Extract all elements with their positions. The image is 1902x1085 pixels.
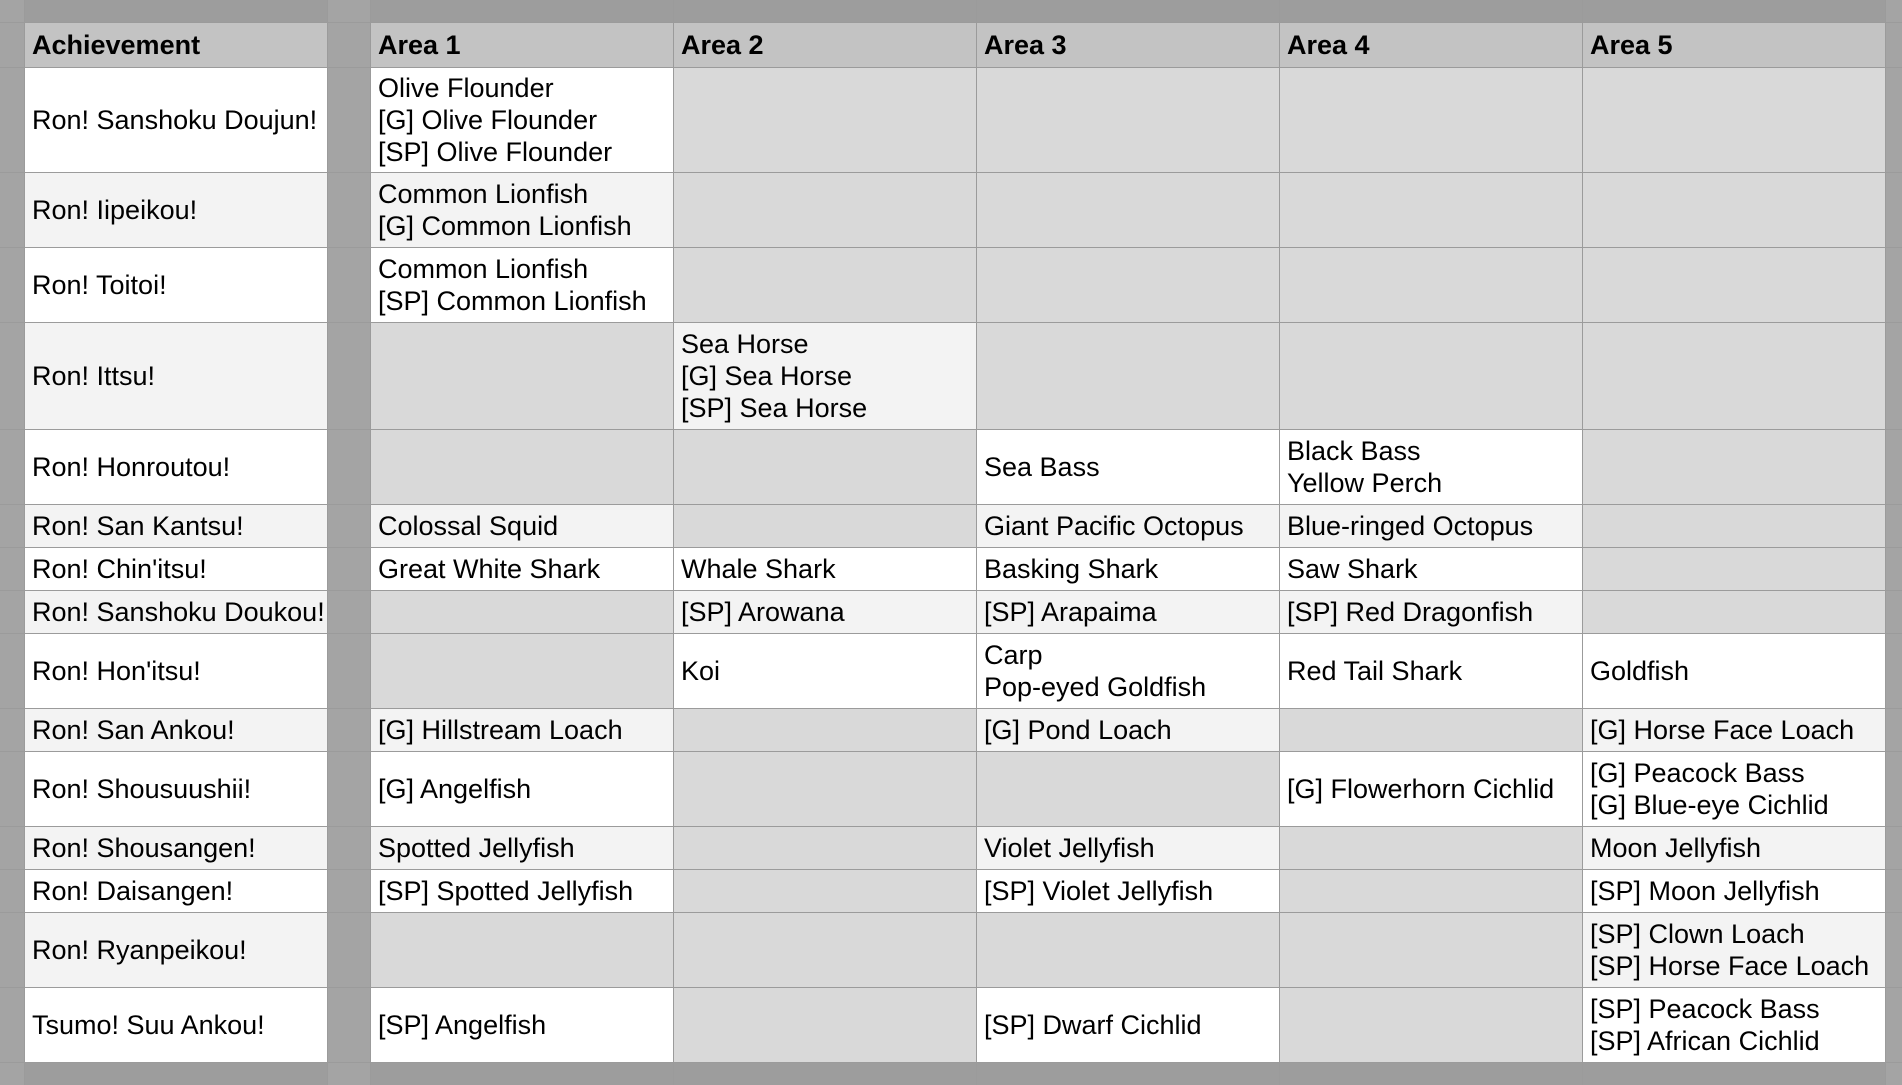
empty-cell[interactable] [674, 870, 976, 912]
fish-cell[interactable] [1583, 988, 1885, 1062]
empty-cell[interactable] [977, 68, 1279, 172]
fish-list [378, 253, 647, 317]
spacer-column [328, 173, 370, 247]
fish-list [1590, 655, 1689, 687]
fish-name: Moon Jellyfish [1590, 833, 1762, 863]
empty-cell[interactable] [674, 430, 976, 504]
fish-cell[interactable] [977, 988, 1279, 1062]
spacer-column [328, 752, 370, 826]
fish-list [1590, 875, 1820, 907]
fish-list [984, 553, 1158, 585]
header-area-4[interactable]: Area 4 [1280, 23, 1582, 67]
empty-cell[interactable] [977, 173, 1279, 247]
achievement-cell[interactable]: Ron! Chin'itsu! [25, 548, 327, 590]
row-edge [0, 68, 24, 172]
fish-list [378, 1009, 546, 1041]
fish-name: [SP] Arapaima [984, 597, 1157, 627]
padding-cell [1886, 1063, 1902, 1085]
header-achievement[interactable]: Achievement [25, 23, 327, 67]
fish-cell[interactable] [371, 173, 673, 247]
fish-list [681, 553, 836, 585]
empty-cell[interactable] [674, 173, 976, 247]
empty-cell[interactable] [1280, 988, 1582, 1062]
fish-cell[interactable] [674, 548, 976, 590]
padding-cell [0, 1063, 24, 1085]
fish-name: [SP] Red Dragonfish [1287, 597, 1534, 627]
fish-name: Goldfish [1590, 656, 1690, 686]
fish-list [984, 596, 1157, 628]
fish-list [378, 510, 558, 542]
spacer-column [328, 23, 370, 67]
empty-cell[interactable] [977, 323, 1279, 429]
empty-cell[interactable] [674, 827, 976, 869]
empty-cell[interactable] [977, 752, 1279, 826]
fish-list [1590, 757, 1829, 821]
row-edge [1886, 752, 1902, 826]
fish-cell[interactable] [674, 591, 976, 633]
fish-cell[interactable] [977, 709, 1279, 751]
fish-cell[interactable] [371, 827, 673, 869]
fish-cell[interactable] [977, 430, 1279, 504]
fish-cell[interactable] [977, 591, 1279, 633]
empty-cell[interactable] [1280, 323, 1582, 429]
fish-name: Koi [681, 656, 721, 686]
spacer-column [328, 591, 370, 633]
empty-cell[interactable] [1583, 323, 1885, 429]
padding-cell [328, 0, 370, 22]
fish-name: [G] Blue-eye Cichlid [1590, 790, 1829, 820]
row-edge [0, 870, 24, 912]
fish-cell[interactable] [371, 248, 673, 322]
fish-name: [G] Sea Horse [681, 361, 853, 391]
empty-cell[interactable] [1280, 709, 1582, 751]
fish-cell[interactable] [1280, 591, 1582, 633]
fish-name: [SP] Horse Face Loach [1590, 951, 1870, 981]
empty-cell[interactable] [977, 913, 1279, 987]
fish-name: [SP] Angelfish [378, 1010, 547, 1040]
fish-name: [G] Olive Flounder [378, 105, 598, 135]
fish-list [984, 714, 1172, 746]
header-area-3[interactable]: Area 3 [977, 23, 1279, 67]
spacer-column [328, 323, 370, 429]
fish-name: [G] Peacock Bass [1590, 758, 1805, 788]
fish-list [378, 875, 633, 907]
spacer-column [328, 248, 370, 322]
empty-cell[interactable] [674, 248, 976, 322]
row-edge [1886, 68, 1902, 172]
row-edge [0, 591, 24, 633]
fish-list [984, 1009, 1202, 1041]
row-edge [0, 248, 24, 322]
row-edge [0, 634, 24, 708]
fish-name: Black Bass [1287, 436, 1421, 466]
fish-name: [G] Common Lionfish [378, 211, 632, 241]
achievement-cell[interactable]: Ron! San Kantsu! [25, 505, 327, 547]
fish-name: Great White Shark [378, 554, 601, 584]
padding-cell [25, 1063, 327, 1085]
fish-name: [SP] Clown Loach [1590, 919, 1805, 949]
empty-cell[interactable] [977, 248, 1279, 322]
fish-list [378, 714, 623, 746]
achievement-cell[interactable]: Ron! Shousangen! [25, 827, 327, 869]
empty-cell[interactable] [1583, 173, 1885, 247]
fish-list [378, 553, 600, 585]
padding-cell [674, 1063, 976, 1085]
fish-name: [SP] Spotted Jellyfish [378, 876, 634, 906]
achievement-cell[interactable]: Ron! Toitoi! [25, 248, 327, 322]
padding-cell [371, 1063, 673, 1085]
empty-cell[interactable] [674, 988, 976, 1062]
padding-cell [371, 0, 673, 22]
empty-cell[interactable] [1280, 173, 1582, 247]
padding-cell [977, 1063, 1279, 1085]
empty-cell[interactable] [1583, 68, 1885, 172]
row-edge [1886, 913, 1902, 987]
fish-cell[interactable] [1583, 913, 1885, 987]
fish-cell[interactable] [371, 988, 673, 1062]
fish-list [1287, 596, 1533, 628]
fish-name: Saw Shark [1287, 554, 1418, 584]
row-edge [0, 548, 24, 590]
fish-list [1590, 993, 1820, 1057]
row-edge [1886, 709, 1902, 751]
row-edge [1886, 548, 1902, 590]
fish-name: [SP] Common Lionfish [378, 286, 647, 316]
empty-cell[interactable] [371, 634, 673, 708]
fish-list [681, 328, 867, 424]
fish-name: Colossal Squid [378, 511, 559, 541]
spacer-column [328, 913, 370, 987]
fish-cell[interactable] [977, 634, 1279, 708]
row-edge [0, 709, 24, 751]
padding-cell [25, 0, 327, 22]
fish-list [378, 773, 531, 805]
fish-list [984, 832, 1155, 864]
empty-cell[interactable] [1280, 68, 1582, 172]
fish-name: Sea Bass [984, 452, 1100, 482]
header-area-5[interactable]: Area 5 [1583, 23, 1885, 67]
row-edge [1886, 248, 1902, 322]
row-edge [0, 430, 24, 504]
padding-cell [1280, 1063, 1582, 1085]
achievement-cell[interactable]: Ron! Honroutou! [25, 430, 327, 504]
empty-cell[interactable] [1583, 248, 1885, 322]
row-edge [0, 505, 24, 547]
fish-name: [G] Flowerhorn Cichlid [1287, 774, 1555, 804]
padding-cell [977, 0, 1279, 22]
fish-name: [SP] Dwarf Cichlid [984, 1010, 1202, 1040]
fish-name: [SP] Olive Flounder [378, 137, 613, 167]
fish-list [984, 510, 1244, 542]
fish-list [1287, 510, 1533, 542]
row-edge [1886, 430, 1902, 504]
fish-name: Blue-ringed Octopus [1287, 511, 1534, 541]
fish-name: [SP] Sea Horse [681, 393, 868, 423]
fish-name: Spotted Jellyfish [378, 833, 575, 863]
padding-cell [1583, 1063, 1885, 1085]
spacer-column [328, 870, 370, 912]
padding-cell [0, 0, 24, 22]
spacer-column [328, 988, 370, 1062]
row-edge [0, 23, 24, 67]
empty-cell[interactable] [371, 430, 673, 504]
empty-cell[interactable] [674, 709, 976, 751]
fish-cell[interactable] [371, 68, 673, 172]
empty-cell[interactable] [1280, 913, 1582, 987]
spacer-column [328, 709, 370, 751]
spacer-column [328, 548, 370, 590]
fish-cell[interactable] [977, 505, 1279, 547]
row-edge [1886, 23, 1902, 67]
fish-name: [G] Pond Loach [984, 715, 1172, 745]
header-area-2[interactable]: Area 2 [674, 23, 976, 67]
achievement-cell[interactable]: Ron! Ittsu! [25, 323, 327, 429]
padding-cell [328, 1063, 370, 1085]
achievement-cell[interactable]: Ron! Ryanpeikou! [25, 913, 327, 987]
fish-name: [SP] Violet Jellyfish [984, 876, 1214, 906]
row-edge [1886, 505, 1902, 547]
achievement-cell[interactable]: Ron! Sanshoku Doujun! [25, 68, 327, 172]
empty-cell[interactable] [371, 323, 673, 429]
empty-cell[interactable] [1583, 548, 1885, 590]
fish-cell[interactable] [1280, 430, 1582, 504]
fish-list [378, 832, 575, 864]
achievement-cell[interactable]: Ron! Daisangen! [25, 870, 327, 912]
row-edge [0, 323, 24, 429]
fish-list [1287, 553, 1418, 585]
fish-cell[interactable] [371, 709, 673, 751]
fish-cell[interactable] [1583, 827, 1885, 869]
achievement-cell[interactable]: Ron! San Ankou! [25, 709, 327, 751]
row-edge [0, 752, 24, 826]
empty-cell[interactable] [1280, 827, 1582, 869]
fish-name: Common Lionfish [378, 254, 589, 284]
fish-name: Giant Pacific Octopus [984, 511, 1244, 541]
fish-list [1287, 655, 1462, 687]
achievement-cell[interactable]: Ron! Iipeikou! [25, 173, 327, 247]
fish-name: Common Lionfish [378, 179, 589, 209]
fish-list [984, 875, 1213, 907]
fish-name: Pop-eyed Goldfish [984, 672, 1207, 702]
fish-list [984, 451, 1100, 483]
achievement-cell[interactable]: Ron! Hon'itsu! [25, 634, 327, 708]
spacer-column [328, 505, 370, 547]
spacer-column [328, 827, 370, 869]
fish-cell[interactable] [977, 827, 1279, 869]
fish-name: [SP] Arowana [681, 597, 845, 627]
row-edge [0, 988, 24, 1062]
fish-list [1590, 918, 1869, 982]
fish-name: [SP] African Cichlid [1590, 1026, 1820, 1056]
fish-cell[interactable] [977, 870, 1279, 912]
achievement-cell[interactable]: Ron! Shousuushii! [25, 752, 327, 826]
fish-name: Carp [984, 640, 1043, 670]
fish-list [378, 178, 632, 242]
padding-cell [674, 0, 976, 22]
fish-name: Red Tail Shark [1287, 656, 1463, 686]
fish-cell[interactable] [371, 870, 673, 912]
empty-cell[interactable] [371, 591, 673, 633]
spacer-column [328, 430, 370, 504]
fish-list [1590, 832, 1761, 864]
fish-list [681, 655, 720, 687]
fish-cell[interactable] [371, 505, 673, 547]
empty-cell[interactable] [674, 913, 976, 987]
empty-cell[interactable] [1280, 248, 1582, 322]
row-edge [1886, 323, 1902, 429]
row-edge [0, 173, 24, 247]
spacer-column [328, 68, 370, 172]
fish-cell[interactable] [1583, 709, 1885, 751]
empty-cell[interactable] [674, 505, 976, 547]
row-edge [0, 827, 24, 869]
fish-name: [G] Angelfish [378, 774, 532, 804]
fish-cell[interactable] [1583, 634, 1885, 708]
empty-cell[interactable] [1583, 591, 1885, 633]
fish-cell[interactable] [1280, 548, 1582, 590]
row-edge [1886, 870, 1902, 912]
fish-list [681, 596, 845, 628]
fish-name: Sea Horse [681, 329, 809, 359]
fish-cell[interactable] [674, 323, 976, 429]
achievement-cell[interactable]: Ron! Sanshoku Doukou! [25, 591, 327, 633]
row-edge [1886, 988, 1902, 1062]
fish-name: [SP] Moon Jellyfish [1590, 876, 1820, 906]
row-edge [1886, 173, 1902, 247]
fish-cell[interactable] [1583, 870, 1885, 912]
fish-name: Violet Jellyfish [984, 833, 1155, 863]
empty-cell[interactable] [1583, 430, 1885, 504]
fish-name: Olive Flounder [378, 73, 554, 103]
fish-cell[interactable] [1280, 752, 1582, 826]
row-edge [1886, 634, 1902, 708]
fish-name: [G] Horse Face Loach [1590, 715, 1855, 745]
fish-list [378, 72, 612, 168]
spacer-column [328, 634, 370, 708]
achievement-cell[interactable]: Tsumo! Suu Ankou! [25, 988, 327, 1062]
fish-cell[interactable] [674, 634, 976, 708]
fish-cell[interactable] [371, 752, 673, 826]
row-edge [1886, 827, 1902, 869]
fish-name: Yellow Perch [1287, 468, 1443, 498]
fish-list [984, 639, 1206, 703]
fish-name: Basking Shark [984, 554, 1159, 584]
fish-cell[interactable] [1280, 505, 1582, 547]
fish-name: [G] Hillstream Loach [378, 715, 623, 745]
fish-list [1590, 714, 1854, 746]
fish-list [1287, 773, 1554, 805]
empty-cell[interactable] [1280, 870, 1582, 912]
empty-cell[interactable] [674, 752, 976, 826]
empty-cell[interactable] [674, 68, 976, 172]
fish-cell[interactable] [1280, 634, 1582, 708]
fish-name: Whale Shark [681, 554, 836, 584]
padding-cell [1583, 0, 1885, 22]
padding-cell [1280, 0, 1582, 22]
header-area-1[interactable]: Area 1 [371, 23, 673, 67]
fish-cell[interactable] [977, 548, 1279, 590]
empty-cell[interactable] [1583, 505, 1885, 547]
row-edge [0, 913, 24, 987]
row-edge [1886, 591, 1902, 633]
padding-cell [1886, 0, 1902, 22]
empty-cell[interactable] [371, 913, 673, 987]
fish-name: [SP] Peacock Bass [1590, 994, 1820, 1024]
fish-cell[interactable] [371, 548, 673, 590]
fish-cell[interactable] [1583, 752, 1885, 826]
fish-list [1287, 435, 1442, 499]
